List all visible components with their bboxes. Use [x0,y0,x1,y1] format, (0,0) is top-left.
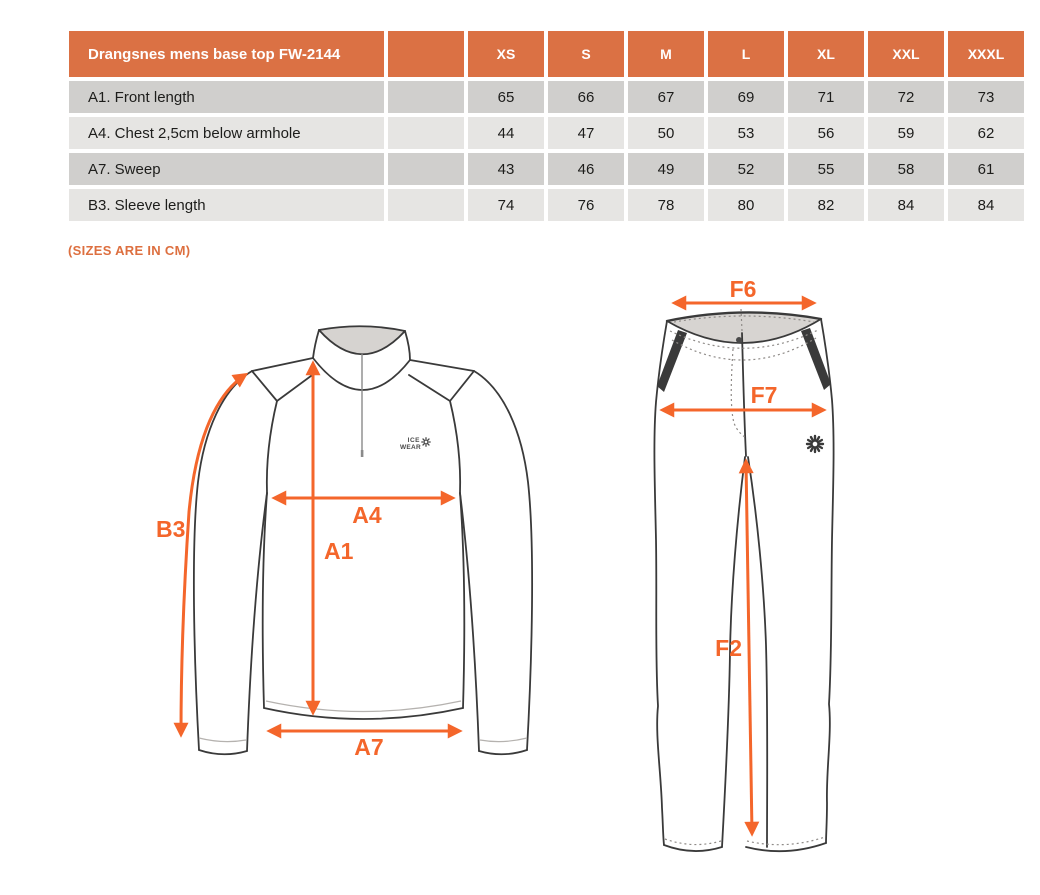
hem-stitch-left [665,839,721,845]
label-f6: F6 [729,276,757,302]
measurement-value: 78 [628,189,704,221]
measurement-value: 65 [468,81,544,113]
table-row [69,117,1024,149]
cuff-stitch-left [199,738,246,742]
hem-left [664,845,722,851]
logo-text-line2: WEAR [399,444,421,451]
measurement-value: 50 [628,117,704,149]
measurement-value: 58 [868,153,944,185]
cuff-bottom-right [479,750,527,754]
label-f2: F2 [715,635,742,661]
label-a4: A4 [352,502,382,528]
measurement-value: 71 [788,81,864,113]
label-b3: B3 [156,516,186,542]
measurement-label: A7. Sweep [69,153,384,185]
hem-stitch [266,701,461,712]
size-col-header: L [708,31,784,77]
size-col-header: M [628,31,704,77]
hem-edge [264,708,463,719]
measurement-illustration [0,268,1040,895]
collar-inside [319,326,405,354]
measurement-value: 59 [868,117,944,149]
spacer-cell [388,189,464,221]
size-col-header: XS [468,31,544,77]
spacer-cell [388,81,464,113]
label-a1: A1 [324,538,354,564]
hem-stitch-right [747,837,825,845]
pants-side-right [821,319,834,843]
collar-right-edge [405,331,410,360]
collar-left-edge [313,330,319,358]
measurement-value: 44 [468,117,544,149]
measurement-value: 80 [708,189,784,221]
measurement-value: 74 [468,189,544,221]
header-spacer-cell [388,31,464,77]
size-col-header: XXXL [948,31,1024,77]
measurement-value: 66 [548,81,624,113]
table-row [69,81,1024,113]
pants-outline [654,312,833,851]
zipper-pull [361,450,364,457]
logo-snowflake-center [425,441,427,443]
pants-side-left [654,321,667,845]
table-row [69,153,1024,185]
product-title: Drangsnes mens base top FW-2144 [69,31,384,77]
label-a7: A7 [354,734,384,760]
hem-right [746,843,826,851]
arrow-f2 [746,462,752,833]
measurement-value: 62 [948,117,1024,149]
shoulder-panel-left [252,371,315,401]
measurement-value: 49 [628,153,704,185]
cuff-stitch-right [480,738,527,742]
measurement-value: 84 [948,189,1024,221]
size-chart-table [65,27,1028,225]
shirt-brand-logo [400,437,430,451]
measurement-label: A1. Front length [69,81,384,113]
arrow-b3 [181,375,245,734]
pants-diagram [654,276,833,851]
waist-button [736,337,742,343]
shoulder-panel-right [409,371,474,401]
measurement-value: 61 [948,153,1024,185]
measurement-label: B3. Sleeve length [69,189,384,221]
size-col-header: S [548,31,624,77]
size-chart-header-row [69,31,1024,77]
fly-center-line [742,333,746,456]
measurement-value: 69 [708,81,784,113]
measurement-value: 55 [788,153,864,185]
sizes-unit-note: (SIZES ARE IN CM) [68,243,191,258]
measurement-value: 43 [468,153,544,185]
sleeve-outer-left [194,371,252,750]
cuff-bottom-left [199,750,247,754]
measurement-value: 73 [948,81,1024,113]
measurement-value: 52 [708,153,784,185]
size-col-header: XXL [868,31,944,77]
measurement-value: 53 [708,117,784,149]
measurement-value: 46 [548,153,624,185]
shirt-measure-arrows [181,364,459,734]
pants-stitching [665,309,825,845]
measurement-label: A4. Chest 2,5cm below armhole [69,117,384,149]
spacer-cell [388,153,464,185]
armhole-seam-right [450,401,460,493]
zipper [361,354,364,457]
label-f7: F7 [750,382,778,408]
measurement-value: 72 [868,81,944,113]
sleeve-outer-right [474,371,532,750]
measurement-value: 47 [548,117,624,149]
spacer-cell [388,117,464,149]
shoulder-line-left [252,358,313,371]
measurement-value: 84 [868,189,944,221]
size-col-header: XL [788,31,864,77]
shirt-outline [194,326,532,754]
shirt-diagram [156,326,532,760]
pants-logo-center [813,442,818,447]
armhole-seam-left [267,401,277,493]
shirt-measure-labels [156,502,384,760]
measurement-value: 82 [788,189,864,221]
measurement-value: 56 [788,117,864,149]
shoulder-line-right [410,360,474,371]
measurement-value: 67 [628,81,704,113]
measurement-value: 76 [548,189,624,221]
table-row [69,189,1024,221]
logo-text-line1: ICE [407,437,420,444]
